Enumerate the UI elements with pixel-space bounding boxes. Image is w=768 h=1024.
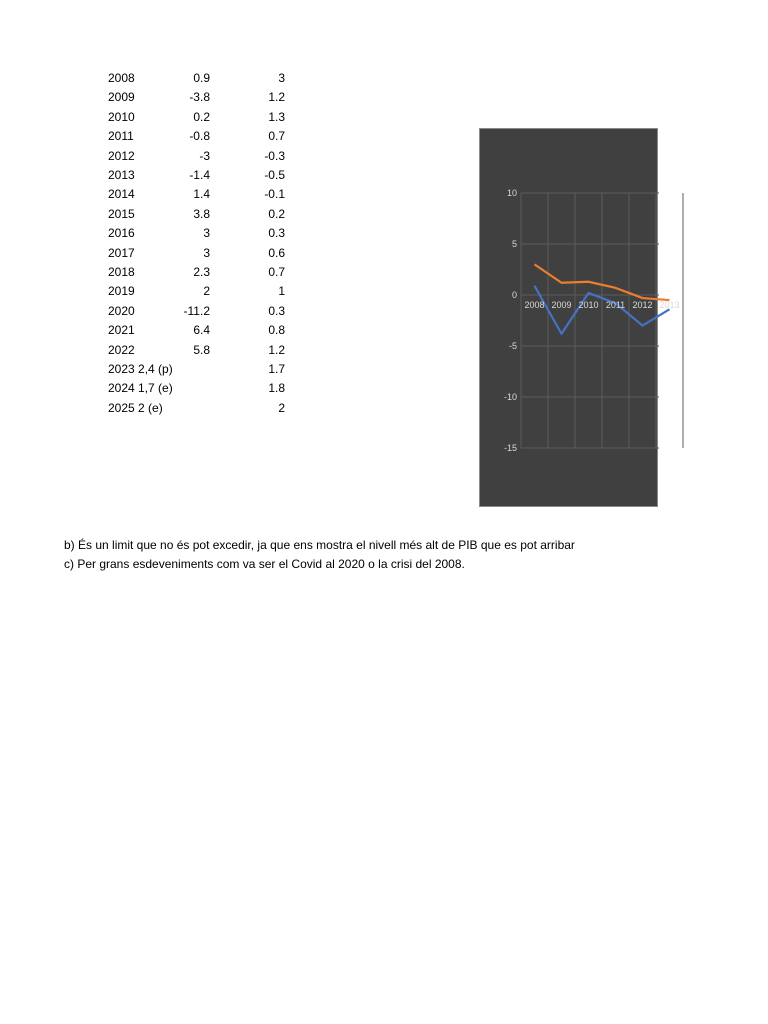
answer-c: c) Per grans esdeveniments com va ser el Covid al 2020 o la crisi del 2008. [64, 557, 465, 571]
cell-year: 2021 [108, 323, 135, 338]
cell-year: 2017 [108, 245, 135, 260]
cell-inflation: 0.2 [268, 206, 285, 221]
cell-inflation: 1.2 [268, 90, 285, 105]
y-tick-label: 0 [511, 290, 517, 300]
table-row [0, 147, 300, 166]
cell-inflation: 0.7 [268, 265, 285, 279]
cell-pib: 2 [203, 284, 210, 299]
cell-year: 2014 [108, 187, 135, 202]
table-row [0, 282, 300, 301]
table-row [0, 302, 300, 321]
table-row [0, 341, 300, 360]
cell-pib: 3 [203, 226, 210, 241]
cell-inflation: 2 [278, 400, 285, 415]
cell-inflation: 0.8 [268, 323, 285, 338]
cell-pib: 5.8 [193, 342, 210, 357]
cell-year: 2012 [108, 148, 135, 163]
table-row [0, 244, 300, 263]
x-tick-label: 2011 [605, 300, 626, 310]
table-row [0, 108, 300, 127]
cell-year: 2019 [108, 284, 135, 299]
cell-pib: -3 [199, 148, 210, 163]
table-row [0, 224, 300, 243]
cell-pib: -11.2 [183, 303, 210, 318]
table-row [0, 69, 300, 88]
cell-inflation: 1.8 [268, 381, 285, 396]
chart-plot [480, 129, 680, 508]
table-row [0, 205, 300, 224]
cell-inflation: -0.3 [264, 148, 285, 163]
cell-pib: -1.4 [189, 168, 210, 182]
cell-inflation: 0.7 [268, 129, 285, 144]
cell-inflation: 1.3 [268, 109, 285, 124]
cell-pib: 0.9 [193, 71, 210, 85]
y-tick-label: -15 [503, 443, 517, 453]
cell-pib: -3.8 [189, 90, 210, 105]
y-tick-label: 10 [506, 188, 517, 198]
x-tick-label: 2013 [659, 300, 680, 310]
cell-year: 2008 [108, 71, 135, 85]
cell-year: 2018 [108, 265, 135, 279]
cell-year: 2023 2,4 (p) [108, 362, 173, 376]
x-tick-label: 2008 [524, 300, 545, 310]
cell-year: 2025 2 (e) [108, 400, 163, 415]
table-row [0, 127, 300, 146]
answer-b: b) És un limit que no és pot excedir, ja que ens mostra el nivell més alt de PIB que es pot arribar [64, 538, 575, 552]
cell-inflation: -0.5 [264, 168, 285, 182]
x-tick-label: 2012 [632, 300, 653, 310]
cell-pib: 3 [203, 245, 210, 260]
cell-inflation: 0.6 [268, 245, 285, 260]
table-row [0, 166, 300, 185]
cell-year: 2009 [108, 90, 135, 105]
cell-year: 2016 [108, 226, 135, 241]
cell-inflation: 0.3 [268, 303, 285, 318]
cell-year: 2010 [108, 109, 135, 124]
cell-pib: 0.2 [193, 109, 210, 124]
cell-inflation: -0.1 [264, 187, 285, 202]
cell-year: 2013 [108, 168, 135, 182]
cell-year: 2022 [108, 342, 135, 357]
cell-inflation: 1.2 [268, 342, 285, 357]
cell-pib: 3.8 [193, 206, 210, 221]
y-tick-label: 5 [511, 239, 517, 249]
table-row [0, 88, 300, 107]
cell-inflation: 1.7 [268, 362, 285, 376]
table-row [0, 360, 300, 379]
table-row [0, 399, 300, 418]
cell-inflation: 0.3 [268, 226, 285, 241]
y-tick-label: -10 [503, 392, 517, 402]
x-tick-label: 2010 [578, 300, 599, 310]
cell-pib: 2.3 [193, 265, 210, 279]
cell-pib: 1.4 [193, 187, 210, 202]
cell-year: 2024 1,7 (e) [108, 381, 173, 396]
cell-pib: -0.8 [189, 129, 210, 144]
cell-year: 2015 [108, 206, 135, 221]
cell-year: 2020 [108, 303, 135, 318]
cell-year: 2011 [108, 129, 134, 144]
cell-inflation: 1 [278, 284, 285, 299]
cell-inflation: 3 [278, 71, 285, 85]
table-row [0, 379, 300, 398]
table-row [0, 263, 300, 282]
table-row [0, 185, 300, 204]
x-tick-label: 2009 [551, 300, 572, 310]
line-chart[interactable] [479, 128, 680, 507]
table-row [0, 321, 300, 340]
y-tick-label: -5 [508, 341, 517, 351]
cell-pib: 6.4 [193, 323, 210, 338]
